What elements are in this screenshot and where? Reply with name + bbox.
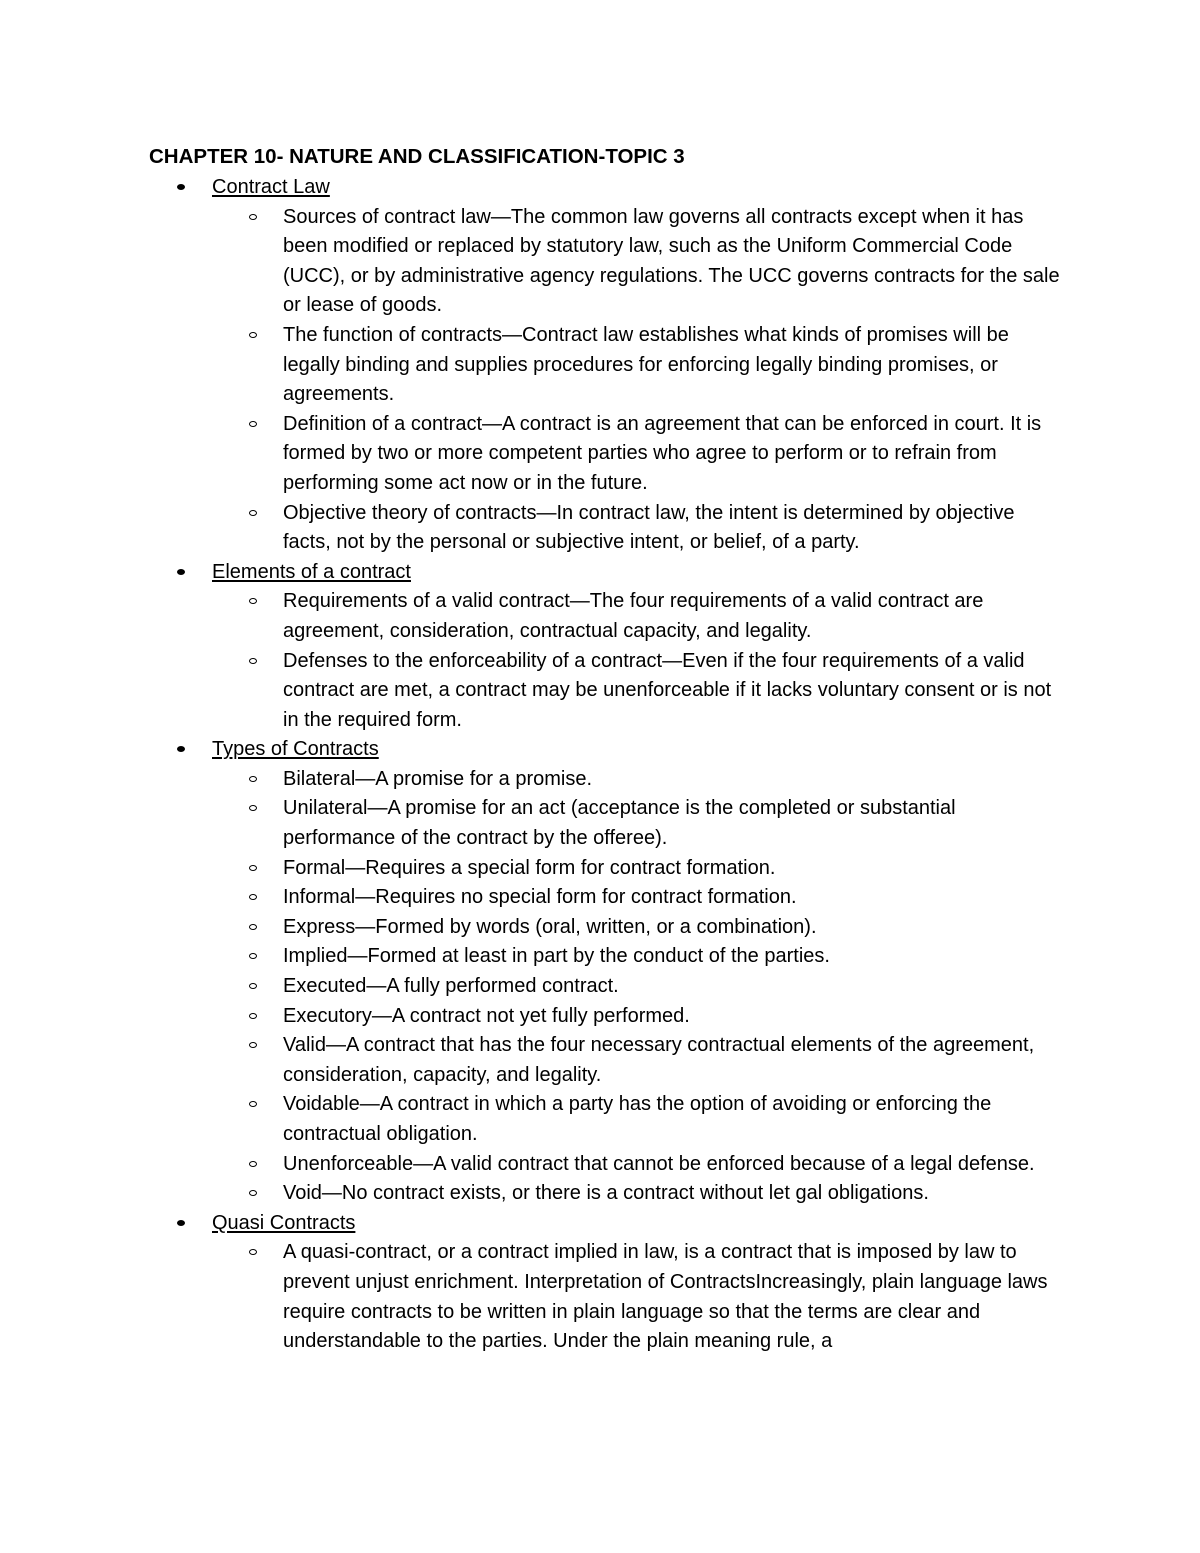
list-item-text: Valid—A contract that has the four necessary contractual elements of the agreement, consideration, capacity, and legality.	[283, 1034, 1035, 1086]
bullet-disc-icon	[177, 184, 185, 190]
bullet-circle-icon	[249, 894, 257, 900]
bullet-circle-icon	[249, 1101, 257, 1107]
section-items	[0, 203, 1200, 558]
list-item	[0, 913, 1200, 943]
list-item-text: Definition of a contract—A contract is an agreement that can be enforced in court. It is formed by two or more competent parties who agree to perform or to refrain from performing some act now or in the future.	[283, 412, 1042, 494]
list-item	[0, 410, 1200, 499]
bullet-circle-icon	[249, 776, 257, 782]
section	[0, 1209, 1200, 1357]
document-title: CHAPTER 10- NATURE AND CLASSIFICATION-TOPIC 3	[149, 145, 685, 168]
section-heading	[0, 173, 1200, 203]
list-item-text: Defenses to the enforceability of a contract—Even if the four requirements of a valid contract are met, a contract may be unenforceable if it lacks voluntary consent or is not in the required form.	[283, 649, 1052, 731]
list-item	[0, 647, 1200, 736]
bullet-circle-icon	[249, 332, 257, 338]
list-item	[0, 1238, 1200, 1356]
bullet-disc-icon	[177, 1220, 185, 1226]
bullet-disc-icon	[177, 569, 185, 575]
bullet-disc-icon	[177, 746, 185, 752]
list-item	[0, 883, 1200, 913]
bullet-circle-icon	[249, 1013, 257, 1019]
list-item	[0, 794, 1200, 853]
list-item-text: Unenforceable—A valid contract that cannot be enforced because of a legal defense.	[283, 1152, 1035, 1175]
section	[0, 173, 1200, 558]
list-item-text: Objective theory of contracts—In contract law, the intent is determined by objective facts, not by the personal or subjective intent, or belief, of a party.	[283, 501, 1015, 554]
list-item	[0, 942, 1200, 972]
bullet-circle-icon	[249, 598, 257, 604]
list-item-text: Formal—Requires a special form for contract formation.	[283, 856, 776, 879]
bullet-circle-icon	[249, 924, 257, 930]
bullet-circle-icon	[249, 1190, 257, 1196]
list-item	[0, 499, 1200, 558]
section-heading	[0, 1209, 1200, 1239]
list-item	[0, 1090, 1200, 1149]
list-item-text: Voidable—A contract in which a party has the option of avoiding or enforcing the contractual obligation.	[283, 1093, 992, 1145]
section-heading	[0, 558, 1200, 588]
list-item-text: The function of contracts—Contract law establishes what kinds of promises will be legally binding and supplies procedures for enforcing legally binding promises, or agreements.	[283, 323, 1009, 406]
section-label: Types of Contracts	[212, 738, 379, 761]
bullet-circle-icon	[249, 510, 257, 516]
bullet-circle-icon	[249, 805, 257, 811]
list-item-text: A quasi-contract, or a contract implied in law, is a contract that is imposed by law to prevent unjust enrichment. Interpretation of ContractsIncreasingly, plain language laws require contracts to be written in plain language so that the terms are clear and understandable to the parties. Under the plain meaning rule, a	[283, 1241, 1048, 1353]
list-item	[0, 1150, 1200, 1180]
list-item-text: Informal—Requires no special form for contract formation.	[283, 886, 797, 909]
list-item	[0, 587, 1200, 646]
section-items	[0, 587, 1200, 735]
list-item-text: Unilateral—A promise for an act (acceptance is the completed or substantial performance of the contract by the offeree).	[283, 797, 956, 850]
list-item-text: Requirements of a valid contract—The four requirements of a valid contract are agreement, consideration, contractual capacity, and legality.	[283, 590, 984, 642]
section-items	[0, 1238, 1200, 1356]
bullet-circle-icon	[249, 865, 257, 871]
section	[0, 558, 1200, 736]
list-item	[0, 765, 1200, 795]
list-item-text: Executory—A contract not yet fully performed.	[283, 1004, 690, 1027]
bullet-circle-icon	[249, 658, 257, 664]
list-item-text: Executed—A fully performed contract.	[283, 975, 619, 998]
bullet-circle-icon	[249, 953, 257, 959]
bullet-circle-icon	[249, 214, 257, 220]
list-item	[0, 854, 1200, 884]
list-item-text: Sources of contract law—The common law governs all contracts except when it has been modified or replaced by statutory law, such as the Uniform Commercial Code (UCC), or by administrative agency regulations. The UCC governs contracts for the sale or lease of goods.	[283, 205, 1060, 317]
list-item-text: Bilateral—A promise for a promise.	[283, 767, 593, 790]
bullet-circle-icon	[249, 1161, 257, 1167]
bullet-circle-icon	[249, 421, 257, 427]
bullet-circle-icon	[249, 983, 257, 989]
list-item-text: Void—No contract exists, or there is a contract without let gal obligations.	[283, 1182, 929, 1205]
list-item	[0, 203, 1200, 321]
bullet-circle-icon	[249, 1042, 257, 1048]
section-items	[0, 765, 1200, 1209]
list-item	[0, 321, 1200, 410]
list-item-text: Express—Formed by words (oral, written, or a combination).	[283, 915, 817, 938]
list-item	[0, 1002, 1200, 1032]
section-heading	[0, 735, 1200, 765]
section-label: Elements of a contract	[212, 560, 411, 583]
list-item	[0, 972, 1200, 1002]
list-item	[0, 1031, 1200, 1090]
list-item-text: Implied—Formed at least in part by the conduct of the parties.	[283, 945, 830, 968]
bullet-circle-icon	[249, 1249, 257, 1255]
section-label: Quasi Contracts	[212, 1211, 356, 1234]
section	[0, 735, 1200, 1209]
section-label: Contract Law	[212, 176, 330, 198]
list-item	[0, 1179, 1200, 1209]
document-body	[0, 173, 1200, 1357]
